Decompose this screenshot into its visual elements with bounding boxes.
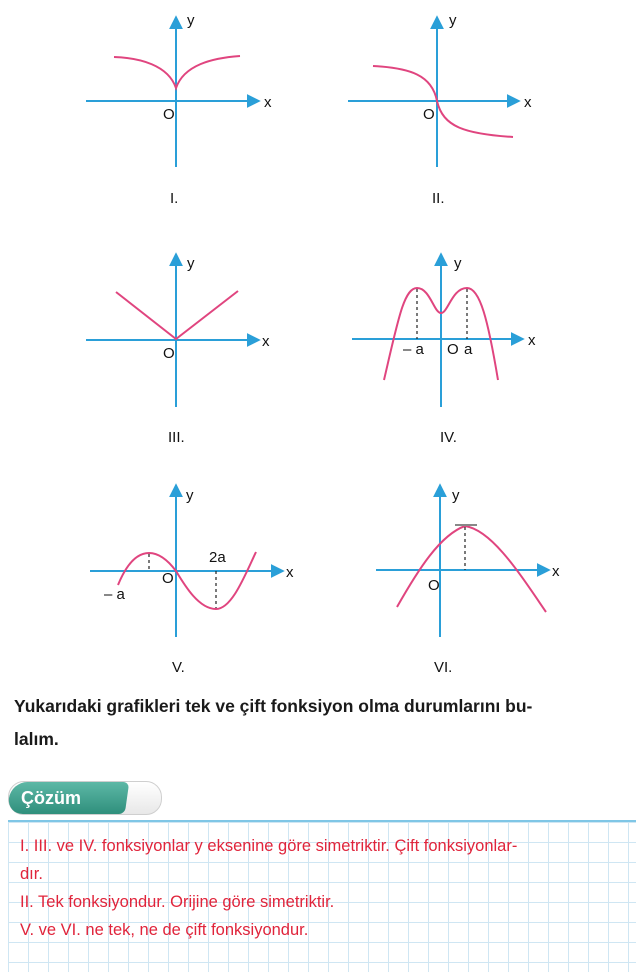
graph-2	[348, 12, 532, 207]
a-label: a	[464, 341, 473, 358]
origin-label: O	[162, 570, 174, 587]
solution-line-2: dır.	[20, 865, 43, 883]
x-axis-label: x	[262, 333, 270, 350]
solution-badge-text: Çözüm	[21, 788, 81, 808]
solution-text	[20, 832, 630, 944]
question-line-2: lalım.	[14, 729, 59, 749]
graph-1	[86, 12, 272, 207]
y-axis-label: y	[452, 487, 460, 504]
graph-6	[376, 486, 560, 676]
graph-3	[86, 255, 270, 446]
solution-line-1: I. III. ve IV. fonksiyonlar y eksenine göre simetriktir. Çift fonksiyonlar-	[20, 837, 518, 855]
solution-line-4: V. ve VI. ne tek, ne de çift fonksiyondur.	[20, 921, 309, 939]
2a-label: 2a	[209, 549, 226, 566]
x-axis-label: x	[524, 94, 532, 111]
graph-3-number: III.	[168, 429, 185, 446]
graph-5-number: V.	[172, 659, 185, 676]
question-text	[14, 690, 628, 756]
y-axis-label: y	[187, 12, 195, 29]
x-axis-label: x	[552, 563, 560, 580]
origin-label: O	[447, 341, 459, 358]
solution-badge-label	[7, 782, 129, 814]
origin-label: O	[423, 106, 435, 123]
origin-label: O	[163, 106, 175, 123]
origin-label: O	[163, 345, 175, 362]
x-axis-label: x	[264, 94, 272, 111]
question-line-1: Yukarıdaki grafikleri tek ve çift fonksiyon olma durumlarını bu-	[14, 696, 533, 716]
graph-5	[90, 486, 294, 676]
y-axis-label: y	[449, 12, 457, 29]
y-axis-label: y	[186, 487, 194, 504]
y-axis-label: y	[454, 255, 462, 272]
solution-badge	[8, 781, 162, 815]
graph-4-number: IV.	[440, 429, 457, 446]
y-axis-label: y	[187, 255, 195, 272]
x-axis-label: x	[528, 332, 536, 349]
origin-label: O	[428, 577, 440, 594]
graph-6-number: VI.	[434, 659, 453, 676]
graph-2-number: II.	[432, 190, 445, 207]
neg-a-label: – a	[104, 586, 125, 603]
x-axis-label: x	[286, 564, 294, 581]
graph-4	[352, 255, 536, 446]
graph-1-number: I.	[170, 190, 179, 207]
neg-a-label: – a	[403, 341, 424, 358]
graph-5-curve	[118, 552, 256, 609]
solution-line-3: II. Tek fonksiyondur. Orijine göre simetriktir.	[20, 893, 335, 911]
